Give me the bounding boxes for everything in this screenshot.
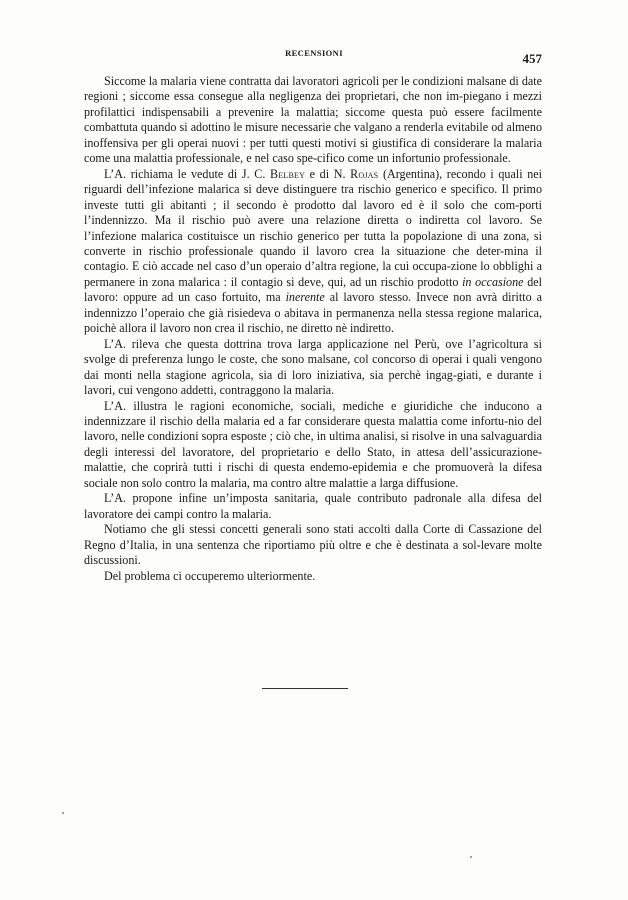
paragraph-7-text: Del problema ci occuperemo ulteriormente.	[104, 568, 316, 583]
scan-speck	[470, 856, 472, 858]
paragraph-2-text-c: (Argentina), recondo i quali nei riguardi dell’infezione malarica si deve distinguere tra rischio generico e specifico. Il primo investe tutti gli abitanti ; il secondo è prodotto dal lavoro ed è il solo che com-porti l’indennizzo. Ma il rischio può avere una relazione diretta o indiretta col lavoro. Se l’infezione malarica costituisce un rischio generico per tutta la popolazione di una zona, si converte in rischio professionale quando il lavoro crea la situazione che deter-mina il contagio. E ciò accade nel caso d’un operaio d’altra regione, la cui occupa-zione lo obblighi a permanere in zona malarica : il contagio si deve, qui, ad un rischio prodotto	[84, 166, 542, 289]
emphasis-in-occasione: in occasione	[462, 274, 524, 289]
paragraph-3-text: L’A. rileva che questa dottrina trova larga applicazione nel Perù, ove l’agricoltura si svolge di preferenza lungo le coste, che sono malsane, col concorso di operai i quali vengono dai monti nella stagione agricola, sia di loro iniziativa, sia perchè ingag-giati, e durante i lavori, cui vengono addetti, contraggono la malaria.	[84, 336, 542, 398]
section-end-rule	[262, 688, 348, 689]
paragraph-2	[84, 167, 542, 337]
paragraph-1-text: Siccome la malaria viene contratta dai lavoratori agricoli per le condizioni malsane di date regioni ; siccome essa consegue alla negligenza dei proprietari, che non im-piegano i mezzi profilattici indispensabili a prevenire la malattia; siccome questa può essere facilmente combattuta quando si adottino le misure necessarie che valgano a renderla evitabile od almeno inoffensiva per gli operai nuovi : per tutti questi motivi si giustifica di considerare la malaria come una malattia professionale, e nel caso spe-cifico come un infortunio professionale.	[84, 74, 542, 166]
paragraph-4	[84, 399, 542, 492]
paragraph-5	[84, 491, 542, 522]
review-body	[84, 74, 542, 584]
paragraph-6-text: Notiamo che gli stessi concetti generali sono stati accolti dalla Corte di Cassazione del Regno d’Italia, in una sentenza che riportiamo più oltre e che è destinata a sol-levare molte discussioni.	[84, 522, 542, 568]
paragraph-2-text-b: e di N.	[305, 166, 351, 181]
paragraph-7	[84, 569, 542, 584]
paragraph-5-text: L’A. propone infine un’imposta sanitaria, quale contributo padronale alla difesa del lavoratore dei campi contro la malaria.	[84, 491, 542, 521]
paragraph-6	[84, 522, 542, 568]
author-name-belbey: Belbey	[270, 166, 306, 181]
page-number: 457	[522, 51, 542, 66]
paragraph-1	[84, 74, 542, 167]
author-name-rojas: Rojas	[350, 166, 379, 181]
paragraph-2-text-e: al lavoro stesso. Invece non avrà diritto a indennizzo l’operaio che già risiedeva o abitava in permanenza nella stessa regione malarica, poichè allora il lavoro non crea il rischio, ne diretto nè indiretto.	[84, 290, 542, 336]
scan-speck	[62, 812, 64, 814]
paragraph-4-text: L’A. illustra le ragioni economiche, sociali, mediche e giuridiche che inducono a indennizzare il rischio della malaria ed a far considerare questa malattia come infortu-nio del lavoro, nelle condizioni sopra esposte ; ciò che, in ultima analisi, si risolve in una salvaguardia degli interessi del lavoratore, del proprietario e dello Stato, in attesa dell’assicurazione-malattie, che coprirà tutti i rischi di questa endemo-epidemia e che promuoverà la difesa sociale non solo contro la malaria, ma contro altre malattie a larga diffusione.	[84, 398, 542, 490]
emphasis-inerente: inerente	[285, 290, 325, 305]
paragraph-2-text-a: L’A. richiama le vedute di J. C.	[104, 166, 270, 181]
running-head: RECENSIONI	[285, 48, 343, 58]
paragraph-3	[84, 337, 542, 399]
paragraph-2-text-d: del lavoro: oppure ad un caso fortuito, ma	[84, 274, 542, 305]
